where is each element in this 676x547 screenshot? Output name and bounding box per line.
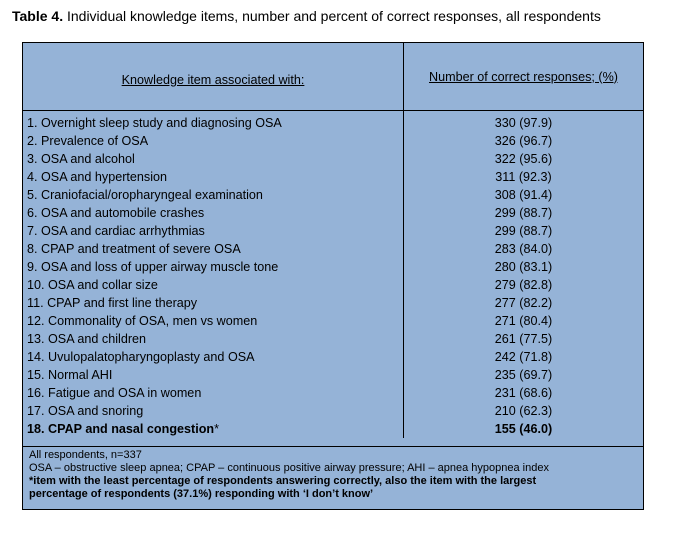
item-cell: [23, 276, 404, 294]
table-row: [23, 168, 644, 186]
item-label: 3. OSA and alcohol: [27, 152, 135, 166]
table-row: [23, 204, 644, 222]
item-label: 8. CPAP and treatment of severe OSA: [27, 242, 241, 256]
table-row: [23, 150, 644, 168]
table-row: [23, 294, 644, 312]
spacer-row: [23, 438, 644, 447]
count-cell: [404, 204, 644, 222]
count-cell: [404, 258, 644, 276]
table-row: [23, 132, 644, 150]
header-item-label: Knowledge item associated with:: [121, 72, 305, 87]
count-cell: [404, 384, 644, 402]
item-cell: [23, 111, 404, 133]
count-value: 330 (97.9): [494, 116, 553, 130]
item-cell: [23, 204, 404, 222]
item-label: 11. CPAP and first line therapy: [27, 296, 198, 310]
header-cell-item: [23, 43, 404, 111]
count-cell: [404, 420, 644, 438]
item-cell: [23, 420, 404, 438]
item-label: 14. Uvulopalatopharyngoplasty and OSA: [27, 350, 255, 364]
count-cell: [404, 366, 644, 384]
item-label: 18. CPAP and nasal congestion: [27, 422, 215, 436]
footnote-star-line-1: *item with the least percentage of respondents answering correctly, also the item with the largest: [29, 475, 537, 487]
count-value: 235 (69.7): [494, 368, 553, 382]
count-cell: [404, 111, 644, 133]
item-cell: [23, 366, 404, 384]
table-row: [23, 420, 644, 438]
table-container: [22, 42, 643, 537]
count-value: 210 (62.3): [494, 404, 553, 418]
item-cell: [23, 348, 404, 366]
count-cell: [404, 240, 644, 258]
table-caption-text: Individual knowledge items, number and percent of correct responses, all respondents: [63, 8, 601, 24]
table-row: [23, 366, 644, 384]
count-value: 277 (82.2): [494, 296, 553, 310]
count-cell: [404, 132, 644, 150]
count-value: 308 (91.4): [494, 188, 553, 202]
count-value: 231 (68.6): [494, 386, 553, 400]
table-row: [23, 276, 644, 294]
item-label: 1. Overnight sleep study and diagnosing OSA: [27, 116, 282, 130]
footnote-row: [23, 447, 644, 510]
header-count-label: Number of correct responses; (%): [429, 69, 618, 84]
item-label: 5. Craniofacial/oropharyngeal examination: [27, 188, 263, 202]
knowledge-table: [22, 42, 644, 510]
item-cell: [23, 312, 404, 330]
item-label: 10. OSA and collar size: [27, 278, 158, 292]
count-value: 299 (88.7): [494, 206, 553, 220]
item-cell: [23, 258, 404, 276]
footnote-abbreviations: OSA – obstructive sleep apnea; CPAP – continuous positive airway pressure; AHI – apnea hypopnea index: [29, 462, 549, 474]
item-label: 2. Prevalence of OSA: [27, 134, 149, 148]
item-cell: [23, 168, 404, 186]
count-cell: [404, 168, 644, 186]
table-row: [23, 258, 644, 276]
item-cell: [23, 132, 404, 150]
count-value: 279 (82.8): [494, 278, 553, 292]
item-label: 16. Fatigue and OSA in women: [27, 386, 202, 400]
item-label: 7. OSA and cardiac arrhythmias: [27, 224, 205, 238]
count-cell: [404, 312, 644, 330]
item-label: 4. OSA and hypertension: [27, 170, 168, 184]
item-cell: [23, 186, 404, 204]
count-value: 311 (92.3): [495, 170, 552, 184]
count-value: 242 (71.8): [494, 350, 553, 364]
item-cell: [23, 222, 404, 240]
table-caption-label: Table 4.: [12, 8, 64, 24]
item-cell: [23, 150, 404, 168]
item-cell: [23, 330, 404, 348]
footnote-n: All respondents, n=337: [29, 449, 142, 461]
count-cell: [404, 186, 644, 204]
count-cell: [404, 150, 644, 168]
count-cell: [404, 222, 644, 240]
item-cell: [23, 384, 404, 402]
count-cell: [404, 402, 644, 420]
count-value: 155 (46.0): [494, 422, 553, 436]
table-caption: [12, 8, 601, 24]
item-label: 12. Commonality of OSA, men vs women: [27, 314, 258, 328]
item-cell: [23, 402, 404, 420]
header-cell-count: [404, 43, 644, 111]
table-row: [23, 384, 644, 402]
item-cell: [23, 240, 404, 258]
count-cell: [404, 330, 644, 348]
count-value: 283 (84.0): [494, 242, 553, 256]
count-cell: [404, 276, 644, 294]
count-value: 261 (77.5): [494, 332, 553, 346]
table-row: [23, 186, 644, 204]
footnote-cell: [23, 447, 644, 510]
count-value: 280 (83.1): [494, 260, 553, 274]
count-cell: [404, 294, 644, 312]
table-row: [23, 222, 644, 240]
count-cell: [404, 348, 644, 366]
item-label: 9. OSA and loss of upper airway muscle tone: [27, 260, 279, 274]
table-row: [23, 402, 644, 420]
item-label: 15. Normal AHI: [27, 368, 113, 382]
count-value: 299 (88.7): [494, 224, 553, 238]
table-row: [23, 330, 644, 348]
item-label: 6. OSA and automobile crashes: [27, 206, 205, 220]
count-value: 326 (96.7): [494, 134, 553, 148]
count-value: 271 (80.4): [494, 314, 553, 328]
item-footnote-mark: *: [214, 422, 219, 436]
table-row: [23, 111, 644, 133]
item-cell: [23, 294, 404, 312]
item-label: 13. OSA and children: [27, 332, 147, 346]
item-label: 17. OSA and snoring: [27, 404, 144, 418]
count-value: 322 (95.6): [494, 152, 553, 166]
table-row: [23, 312, 644, 330]
table-row: [23, 240, 644, 258]
header-row: [23, 43, 644, 111]
footnote-star-line-2: percentage of respondents (37.1%) responding with ‘I don’t know’: [29, 488, 374, 500]
table-row: [23, 348, 644, 366]
